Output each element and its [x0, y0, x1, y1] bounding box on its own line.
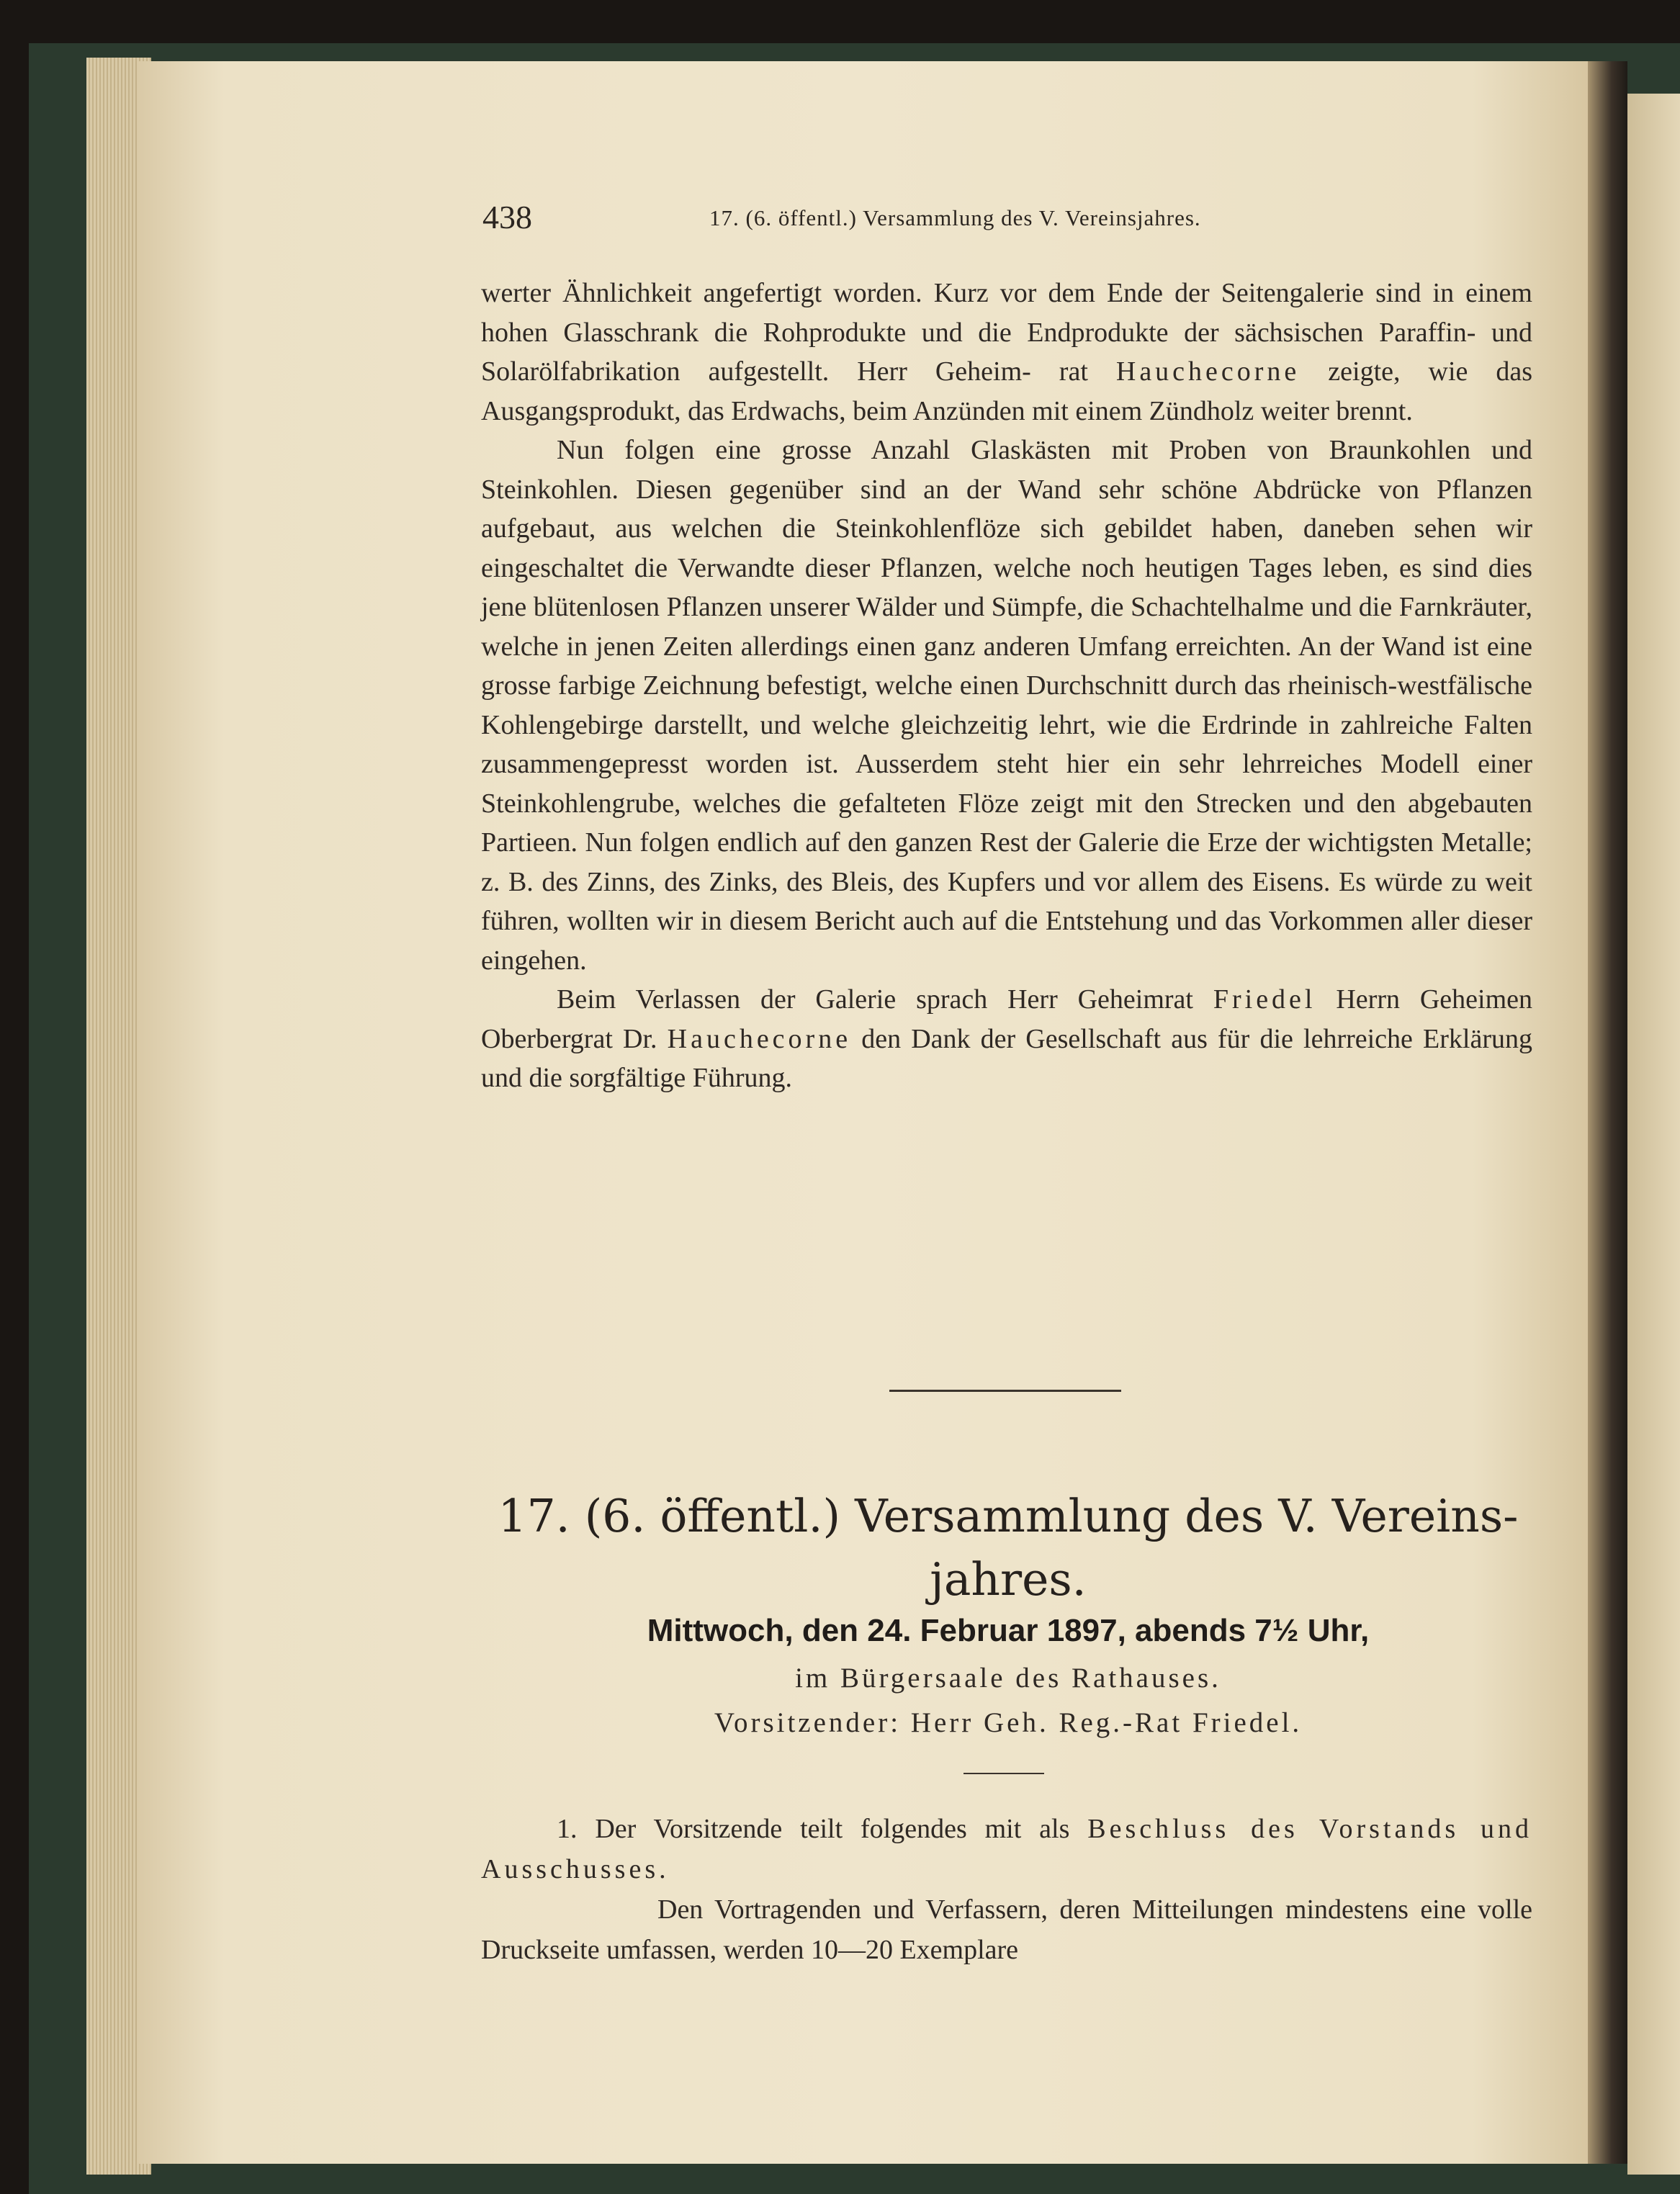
agenda-item-1-a: 1. Der Vorsitzende teilt folgendes mit als — [557, 1814, 1088, 1844]
person-name: Friedel — [1213, 984, 1316, 1015]
body-text — [481, 274, 1532, 1098]
book-gutter — [1588, 61, 1627, 2164]
agenda-item-1 — [481, 1809, 1532, 1970]
meeting-chair: Vorsitzender: Herr Geh. Reg.-Rat Friedel. — [714, 1707, 1303, 1738]
paragraph-2: Nun folgen eine grosse Anzahl Glaskästen mit Proben von Braunkohlen und Steinkohlen. Diesen gegenüber sind an der Wand sehr schöne Abdrücke von Pflanzen aufgebaut, aus welchen die Steinkohlenflöze sich gebildet haben, daneben sehen wir eingeschaltet die Verwandte dieser Pflanzen, welche noch heutigen Tages leben, es sind dies jene blütenlosen Pflanzen unserer Wälder und Sümpfe, die Schachtelhalme und die Farnkräuter, welche in jenen Zeiten allerdings einen ganz anderen Umfang erreichten. An der Wand ist eine grosse farbige Zeichnung befestigt, welche einen Durchschnitt durch das rheinisch-westfälische Kohlengebirge darstellt, und welche gleichzeitig lehrt, wie die Erdrinde in zahlreiche Falten zusammengepresst worden ist. Ausserdem steht hier ein sehr lehrreiches Modell einer Steinkohlengrube, welches die gefalteten Flöze zeigt mit den Strecken und den abgebauten Partieen. Nun folgen endlich auf den ganzen Rest der Galerie die Erze der wichtigsten Metalle; z. B. des Zinns, des Zinks, des Bleis, des Kupfers und vor allem des Eisens. Es würde zu weit führen, wollten wir in diesem Bericht auch auf die Entstehung und das Vorkommen aller dieser eingehen. — [481, 435, 1532, 976]
paragraph-1-line-3: der sächsischen Paraffin- und Solarölfabrikation aufgestellt. Herr Geheim- — [481, 317, 1532, 387]
meeting-place: im Bürgersaale des Rathauses. — [795, 1663, 1221, 1694]
person-name: Hauchecorne — [1115, 356, 1301, 387]
page-number: 438 — [482, 199, 532, 235]
paragraph-3-b: Herrn Geheimen Oberbergrat Dr. — [481, 984, 1532, 1054]
agenda-item-1-detail: Den Vortragenden und Verfassern, deren Mitteilungen mindestens eine volle Druckseite umfassen, werden 10—20 Exemplare — [481, 1894, 1532, 1965]
paragraph-3-a: Beim Verlassen der Galerie sprach Herr Geheimrat — [557, 984, 1213, 1015]
agenda-item-1-text — [481, 1809, 1532, 1889]
section-title — [497, 1485, 1519, 1611]
paragraph-1-line-2: sind in einem hohen Glasschrank die Rohprodukte und die Endprodukte — [481, 278, 1532, 348]
resolution-phrase: Beschluss des Vorstands und Ausschusses. — [481, 1814, 1532, 1884]
section-title-line-2: jahres. — [930, 1553, 1087, 1606]
short-divider — [963, 1773, 1044, 1774]
running-head: 17. (6. öffentl.) Versammlung des V. Vereinsjahres. — [709, 205, 1201, 230]
section-title-line-1: 17. (6. öffentl.) Versammlung des V. Vereins- — [498, 1490, 1519, 1542]
page-header — [482, 198, 1534, 241]
paragraph-1-line-1: werter Ähnlichkeit angefertigt worden. Kurz vor dem Ende der Seitengalerie — [481, 278, 1365, 308]
paragraph-3 — [481, 980, 1532, 1098]
paragraph-1 — [481, 274, 1532, 431]
paragraph-1-line-4a: rat — [1059, 356, 1116, 387]
meeting-date: Mittwoch, den 24. Februar 1897, abends 7½ Uhr, — [647, 1613, 1370, 1648]
section-divider — [889, 1390, 1121, 1392]
paragraph-1-line-4b: zeigte, wie das Ausgangsprodukt, das Erdwachs, beim — [481, 356, 1533, 426]
person-name: Hauchecorne — [667, 1023, 852, 1054]
paragraph-3-c: den Dank der Gesellschaft aus für die lehrreiche Erklärung und die sorgfältige Führung. — [481, 1023, 1532, 1093]
facing-page-edge — [1627, 94, 1680, 2175]
paragraph-1-line-5: Anzünden mit einem Zündholz weiter brennt. — [912, 395, 1413, 426]
